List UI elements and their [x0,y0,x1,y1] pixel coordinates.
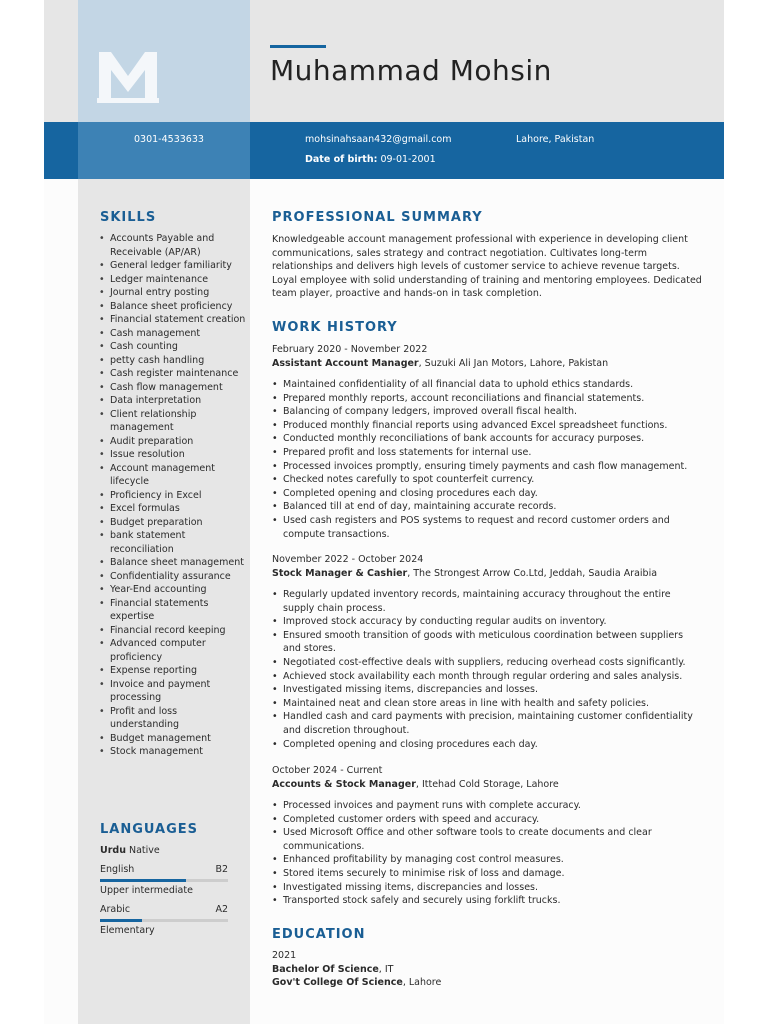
job-bullet: • Investigated missing items, discrepancies and losses. [272,881,696,895]
education-school [272,976,441,990]
skill-item: • Financial record keeping [99,624,249,638]
education-title: EDUCATION [272,927,366,942]
job-bullets [272,799,696,908]
skill-item: • Cash register maintenance [99,367,249,381]
contact-band-left [78,122,250,179]
job-company: , Ittehad Cold Storage, Lahore [415,778,559,790]
skill-item: • Profit and loss understanding [99,705,249,732]
native-language [100,845,160,856]
skill-item: • Cash management [99,327,249,341]
skill-item: • Cash flow management [99,381,249,395]
logo-box [78,0,250,122]
job-bullet: • Prepared profit and loss statements for internal use. [272,446,696,460]
degree-name: Bachelor Of Science [272,963,379,975]
language-name: English [100,864,135,875]
skill-item: • bank statement reconciliation [99,529,249,556]
language-desc: Elementary [100,925,155,936]
job-company: , Suzuki Ali Jan Motors, Lahore, Pakistan [418,357,609,369]
skill-item: • Cash counting [99,340,249,354]
language-bar-fill [100,879,186,882]
dob-value: 09-01-2001 [380,154,436,165]
work-history-title: WORK HISTORY [272,320,398,335]
skill-item: • Financial statement creation [99,313,249,327]
job-bullet: • Investigated missing items, discrepancies and losses. [272,683,696,697]
skill-item: • Issue resolution [99,448,249,462]
job-bullet: • Completed customer orders with speed and accuracy. [272,813,696,827]
education-entry [272,949,441,990]
skill-item: • Excel formulas [99,502,249,516]
skill-item: • Journal entry posting [99,286,249,300]
job-entry [272,764,696,908]
summary-text: Knowledgeable account management professional with experience in developing client communications, sales strategy and contract negotiation. Cultivates long-term relationships and delivers high levels of customer service to achieve revenue targets. Loyal employee with solid understanding of training and mentoring employees. Dedicated team player, proactive and hands-on in task completion. [272,234,702,300]
job-bullet: • Stored items securely to minimise risk of loss and damage. [272,867,696,881]
phone-text[interactable]: 0301-4533633 [134,134,204,145]
skill-item: • Budget preparation [99,516,249,530]
job-entry [272,553,696,751]
name-accent-rule [270,45,326,48]
job-bullet: • Maintained confidentiality of all financial data to uphold ethics standards. [272,378,696,392]
job-bullet: • Balanced till at end of day, maintaining accurate records. [272,500,696,514]
language-bar-arabic [100,919,228,922]
email-text[interactable]: mohsinahsaan432@gmail.com [305,134,452,145]
job-bullet: • Transported stock safely and securely using forklift trucks. [272,894,696,908]
job-bullets [272,588,696,751]
monogram-logo-icon [97,50,159,104]
job-bullet: • Maintained neat and clean store areas in line with health and safety policies. [272,697,696,711]
language-desc: Upper intermediate [100,885,193,896]
job-company: , The Strongest Arrow Co.Ltd, Jeddah, Saudia Araibia [407,567,658,579]
language-english [100,864,228,875]
skill-item: • Balance sheet management [99,556,249,570]
skill-item: • Client relationship management [99,408,249,435]
job-bullet: • Completed opening and closing procedures each day. [272,738,696,752]
education-degree [272,963,441,977]
skills-title: SKILLS [100,210,157,225]
skill-item: • Budget management [99,732,249,746]
dob-label: Date of birth: [305,154,378,165]
skill-item: • Ledger maintenance [99,273,249,287]
job-bullets [272,378,696,541]
job-bullet: • Balancing of company ledgers, improved overall fiscal health. [272,405,696,419]
skill-item: • Expense reporting [99,664,249,678]
native-language-label: Native [129,845,160,856]
language-level: B2 [215,864,228,875]
native-language-name: Urdu [100,845,126,856]
job-bullet: • Checked notes carefully to spot counterfeit currency. [272,473,696,487]
contact-band [44,122,724,179]
job-bullet: • Completed opening and closing procedures each day. [272,487,696,501]
summary-title: PROFESSIONAL SUMMARY [272,210,483,225]
job-bullet: • Used Microsoft Office and other software tools to create documents and clear communications. [272,826,696,853]
language-name: Arabic [100,904,131,915]
location-text: Lahore, Pakistan [516,134,595,145]
job-entry [272,343,696,541]
job-bullet: • Processed invoices promptly, ensuring timely payments and cash flow management. [272,460,696,474]
job-title [272,567,696,581]
language-level: A2 [215,904,228,915]
language-bar-fill [100,919,142,922]
skill-item: • Stock management [99,745,249,759]
candidate-name: Muhammad Mohsin [270,54,552,87]
skill-item: • Invoice and payment processing [99,678,249,705]
skill-item: • Confidentiality assurance [99,570,249,584]
job-role: Assistant Account Manager [272,357,419,369]
language-bar-english [100,879,228,882]
degree-field: , IT [378,963,394,975]
skill-item: • Balance sheet proficiency [99,300,249,314]
language-arabic [100,904,228,915]
education-year: 2021 [272,950,297,961]
job-bullet: • Used cash registers and POS systems to request and record customer orders and compute transactions. [272,514,696,541]
job-bullet: • Handled cash and card payments with precision, maintaining customer confidentiality and discretion throughout. [272,710,696,737]
job-bullet: • Enhanced profitability by managing cost control measures. [272,853,696,867]
skill-item: • petty cash handling [99,354,249,368]
skills-list [99,232,249,759]
skill-item: • Accounts Payable and Receivable (AP/AR) [99,232,249,259]
job-bullet: • Regularly updated inventory records, maintaining accuracy throughout the entire supply chain process. [272,588,696,615]
skill-item: • Audit preparation [99,435,249,449]
job-dates: October 2024 - Current [272,765,383,776]
job-bullet: • Negotiated cost-effective deals with suppliers, reducing overhead costs significantly. [272,656,696,670]
job-dates: February 2020 - November 2022 [272,344,428,355]
school-city: , Lahore [402,977,442,988]
job-bullet: • Prepared monthly reports, account reconciliations and financial statements. [272,392,696,406]
languages-title: LANGUAGES [100,822,199,837]
skill-item: • Financial statements expertise [99,597,249,624]
skill-item: • Data interpretation [99,394,249,408]
job-role: Accounts & Stock Manager [272,778,416,790]
job-bullet: • Conducted monthly reconciliations of bank accounts for accuracy purposes. [272,432,696,446]
skill-item: • Account management lifecycle [99,462,249,489]
skill-item: • General ledger familiarity [99,259,249,273]
job-bullet: • Achieved stock availability each month through regular ordering and sales analysis. [272,670,696,684]
resume-page [44,0,724,1024]
job-role: Stock Manager & Cashier [272,567,408,579]
job-bullet: • Produced monthly financial reports using advanced Excel spreadsheet functions. [272,419,696,433]
job-dates: November 2022 - October 2024 [272,554,424,565]
school-name: Gov't College Of Science [272,977,403,988]
skill-item: • Advanced computer proficiency [99,637,249,664]
skill-item: • Year-End accounting [99,583,249,597]
dob-row [305,154,436,165]
job-bullet: • Improved stock accuracy by conducting regular audits on inventory. [272,615,696,629]
skill-item: • Proficiency in Excel [99,489,249,503]
job-bullet: • Processed invoices and payment runs with complete accuracy. [272,799,696,813]
job-title [272,357,696,371]
job-title [272,778,696,792]
job-bullet: • Ensured smooth transition of goods with meticulous coordination between suppliers and stores. [272,629,696,656]
